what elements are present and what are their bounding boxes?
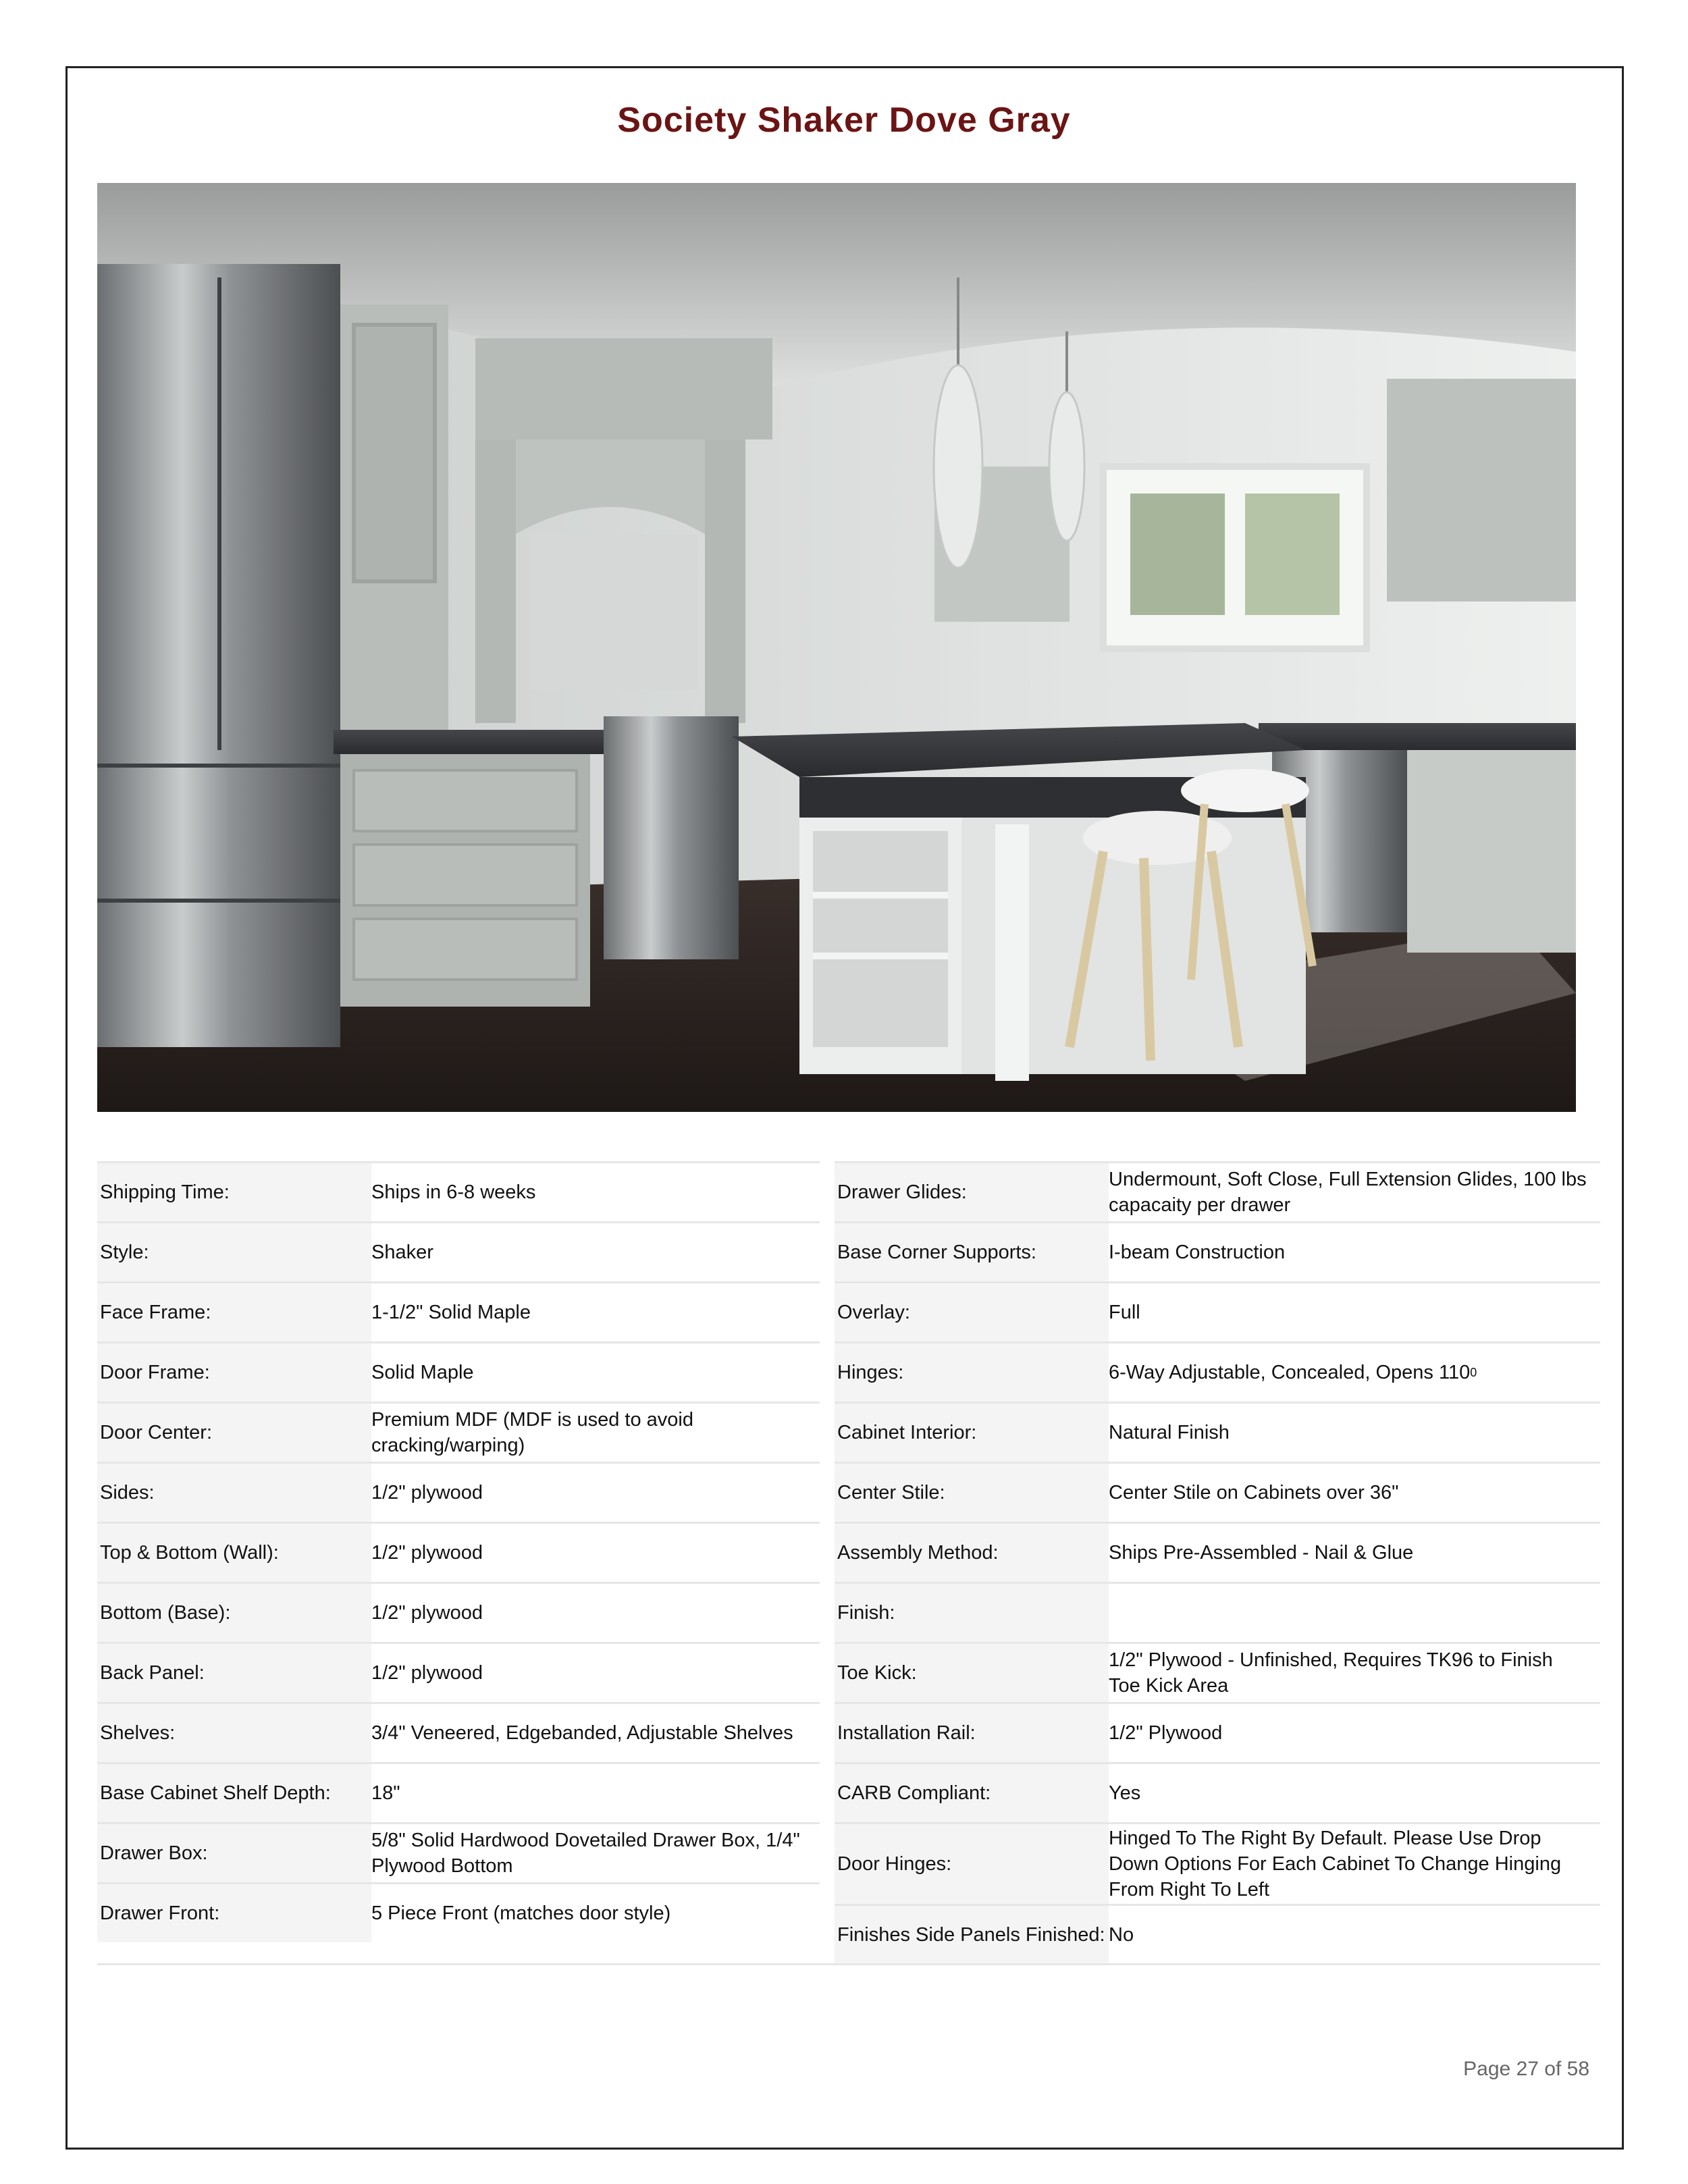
spec-row — [97, 1582, 820, 1642]
spec-value: No — [1109, 1924, 1134, 1946]
spec-label: Face Frame: — [97, 1283, 371, 1341]
spec-row — [97, 1462, 820, 1522]
spec-label: Back Panel: — [97, 1644, 371, 1702]
spec-value: Full — [1109, 1302, 1140, 1323]
specs-table — [97, 1161, 1600, 1965]
spec-value: 1-1/2" Solid Maple — [371, 1302, 531, 1323]
spec-label: Installation Rail: — [835, 1704, 1109, 1762]
spec-row — [97, 1161, 820, 1221]
spec-row — [97, 1762, 820, 1822]
spec-row — [835, 1402, 1600, 1462]
spec-row — [835, 1642, 1600, 1702]
spec-value: Ships Pre-Assembled - Nail & Glue — [1109, 1542, 1414, 1564]
spec-row — [97, 1341, 820, 1402]
spec-label: Hinges: — [835, 1343, 1109, 1402]
spec-row — [97, 1522, 820, 1582]
spec-value: I-beam Construction — [1109, 1242, 1286, 1263]
spec-value — [1109, 1584, 1600, 1642]
spec-value: Yes — [1109, 1782, 1141, 1804]
spec-row — [835, 1702, 1600, 1762]
spec-row — [97, 1822, 820, 1882]
spec-label: Base Cabinet Shelf Depth: — [97, 1764, 371, 1822]
spec-value: Center Stile on Cabinets over 36" — [1109, 1482, 1399, 1503]
spec-value: 18" — [371, 1782, 400, 1804]
spec-label: Bottom (Base): — [97, 1584, 371, 1642]
spec-row — [835, 1582, 1600, 1642]
spec-value: Shaker — [371, 1242, 433, 1263]
specs-left-column — [97, 1161, 820, 1942]
kitchen-illustration — [97, 183, 1576, 1112]
spec-label: Sides: — [97, 1464, 371, 1522]
spec-row — [835, 1762, 1600, 1822]
spec-value: 1/2" plywood — [371, 1602, 483, 1624]
spec-label: Shelves: — [97, 1704, 371, 1762]
spec-label: Drawer Front: — [97, 1884, 371, 1942]
spec-value: Hinged To The Right By Default. Please Use Drop Down Options For Each Cabinet To Change Hinging From Right To Left — [1109, 1828, 1562, 1900]
spec-label: CARB Compliant: — [835, 1764, 1109, 1822]
spec-label: Door Frame: — [97, 1343, 371, 1402]
spec-label: Finish: — [835, 1584, 1109, 1642]
spec-row — [97, 1402, 820, 1462]
table-bottom-rule — [97, 1963, 1600, 1965]
spec-row — [835, 1462, 1600, 1522]
spec-value: 1/2" plywood — [371, 1542, 483, 1564]
spec-label: Top & Bottom (Wall): — [97, 1524, 371, 1582]
spec-label: Style: — [97, 1223, 371, 1281]
spec-value: 1/2" Plywood - Unfinished, Requires TK96 to Finish Toe Kick Area — [1109, 1649, 1553, 1697]
spec-value: 5 Piece Front (matches door style) — [371, 1902, 671, 1924]
spec-label: Center Stile: — [835, 1464, 1109, 1522]
spec-label: Shipping Time: — [97, 1163, 371, 1221]
spec-row — [97, 1882, 820, 1942]
spec-row — [97, 1702, 820, 1762]
page-title: Society Shaker Dove Gray — [617, 101, 1071, 140]
spec-label: Finishes Side Panels Finished: — [835, 1906, 1109, 1964]
spec-label: Door Center: — [97, 1404, 371, 1462]
spec-label: Drawer Box: — [97, 1824, 371, 1882]
spec-value: 5/8" Solid Hardwood Dovetailed Drawer Box, 1/4" Plywood Bottom — [371, 1830, 800, 1877]
spec-row — [97, 1281, 820, 1341]
spec-label: Cabinet Interior: — [835, 1404, 1109, 1462]
spec-value: 1/2" Plywood — [1109, 1722, 1223, 1744]
spec-label: Toe Kick: — [835, 1644, 1109, 1702]
page-number: Page 27 of 58 — [1463, 2058, 1589, 2080]
spec-value: Ships in 6-8 weeks — [371, 1181, 536, 1203]
spec-row — [97, 1221, 820, 1281]
spec-value: Natural Finish — [1109, 1422, 1230, 1443]
spec-label: Base Corner Supports: — [835, 1223, 1109, 1281]
spec-row — [835, 1904, 1600, 1964]
spec-value: 1/2" plywood — [371, 1482, 483, 1503]
spec-value: 1/2" plywood — [371, 1662, 483, 1684]
spec-label: Drawer Glides: — [835, 1163, 1109, 1221]
spec-label: Door Hinges: — [835, 1824, 1109, 1904]
spec-label: Assembly Method: — [835, 1524, 1109, 1582]
specs-right-column — [835, 1161, 1600, 1964]
kitchen-photo — [97, 183, 1576, 1112]
spec-value-text: 6-Way Adjustable, Concealed, Opens 110 — [1109, 1362, 1471, 1383]
spec-value: 6-Way Adjustable, Concealed, Opens 110 0 — [1109, 1343, 1600, 1402]
spec-value: 3/4" Veneered, Edgebanded, Adjustable Shelves — [371, 1722, 793, 1744]
spec-row — [835, 1281, 1600, 1341]
spec-row — [835, 1221, 1600, 1281]
spec-row — [97, 1642, 820, 1702]
spec-row — [835, 1822, 1600, 1904]
spec-value: Solid Maple — [371, 1362, 474, 1383]
spec-row — [835, 1522, 1600, 1582]
spec-row — [835, 1341, 1600, 1402]
spec-row — [835, 1161, 1600, 1221]
spec-value: Undermount, Soft Close, Full Extension Glides, 100 lbs capacaity per drawer — [1109, 1169, 1587, 1216]
spec-label: Overlay: — [835, 1283, 1109, 1341]
spec-value: Premium MDF (MDF is used to avoid cracking/warping) — [371, 1409, 693, 1456]
